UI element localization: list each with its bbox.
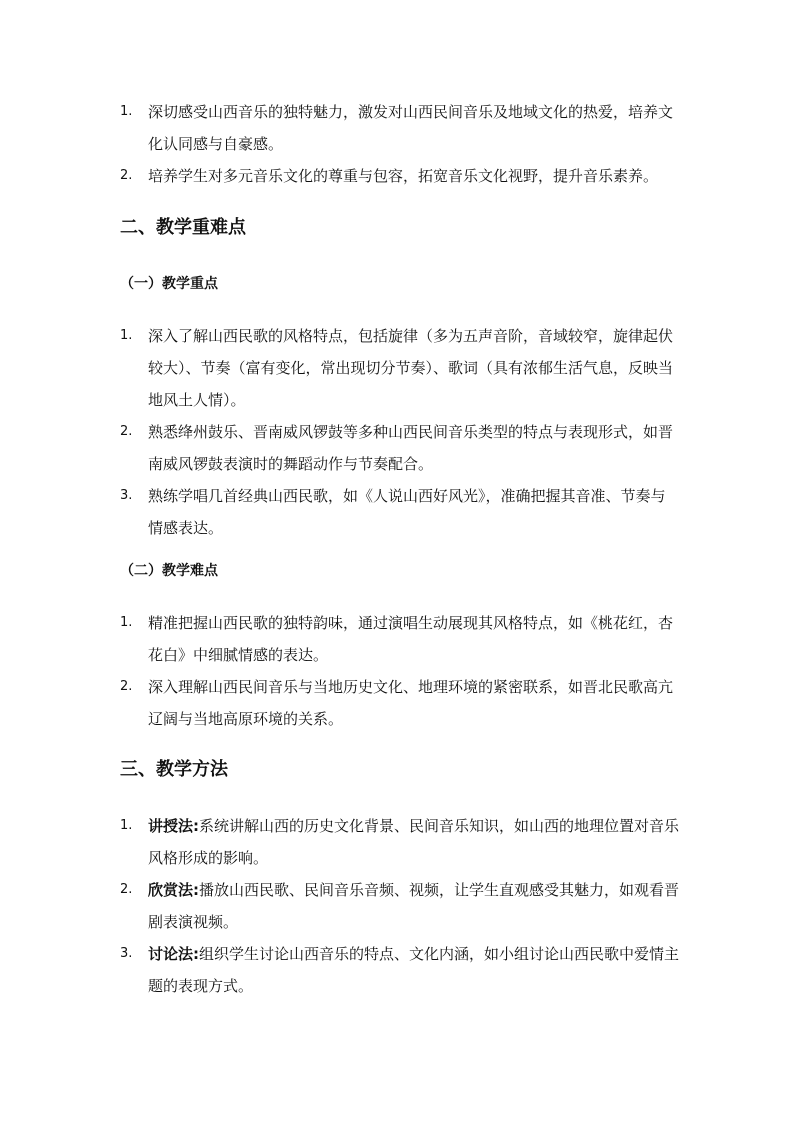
list-item	[120, 938, 680, 1002]
methods-list	[120, 810, 680, 1002]
list-number: 3.	[120, 946, 133, 961]
list-item-text: 系统讲解山西的历史文化背景、民间音乐知识，如山西的地理位置对音乐风格形成的影响。	[148, 817, 680, 867]
list-item-text: 培养学生对多元音乐文化的尊重与包容，拓宽音乐文化视野，提升音乐素养。	[148, 167, 659, 185]
list-item	[120, 480, 680, 544]
list-item	[120, 160, 680, 192]
list-number: 1.	[120, 104, 133, 119]
list-item	[120, 874, 680, 938]
method-term: 讲授法:	[148, 817, 199, 835]
subheading-key-points: （一）教学重点	[120, 276, 218, 292]
list-item	[120, 416, 680, 480]
heading-difficulties: 二、教学重难点	[120, 217, 246, 238]
list-number: 3.	[120, 488, 133, 503]
method-term: 讨论法:	[148, 945, 199, 963]
difficult-points-list	[120, 607, 680, 735]
list-item	[120, 96, 680, 160]
list-item-text: 播放山西民歌、民间音乐音频、视频，让学生直观感受其魅力，如观看晋剧表演视频。	[148, 881, 680, 931]
list-number: 2.	[120, 882, 133, 897]
list-item-text: 深切感受山西音乐的独特魅力，激发对山西民间音乐及地域文化的热爱，培养文化认同感与自豪感。	[148, 103, 674, 153]
key-points-list	[120, 320, 680, 544]
list-number: 1.	[120, 328, 133, 343]
list-number: 1.	[120, 615, 133, 630]
list-item-text: 组织学生讨论山西音乐的特点、文化内涵，如小组讨论山西民歌中爱情主题的表现方式。	[148, 945, 680, 995]
list-item-text: 熟练学唱几首经典山西民歌，如《人说山西好风光》，准确把握其音准、节奏与情感表达。	[148, 487, 666, 537]
list-item-text: 精准把握山西民歌的独特韵味，通过演唱生动展现其风格特点，如《桃花红，杏花白》中细腻情感的表达。	[148, 614, 674, 664]
list-number: 2.	[120, 679, 133, 694]
list-item	[120, 320, 680, 416]
list-number: 2.	[120, 168, 133, 183]
list-item-text: 深入理解山西民间音乐与当地历史文化、地理环境的紧密联系，如晋北民歌高亢辽阔与当地高原环境的关系。	[148, 678, 674, 728]
list-number: 2.	[120, 424, 133, 439]
list-item	[120, 607, 680, 671]
list-item	[120, 810, 680, 874]
list-number: 1.	[120, 818, 133, 833]
goals-list	[120, 96, 680, 192]
method-term: 欣赏法:	[148, 881, 199, 899]
list-item-text: 熟悉绛州鼓乐、晋南威风锣鼓等多种山西民间音乐类型的特点与表现形式，如晋南威风锣鼓表演时的舞蹈动作与节奏配合。	[148, 423, 674, 473]
list-item	[120, 671, 680, 735]
list-item-text: 深入了解山西民歌的风格特点，包括旋律（多为五声音阶，音域较窄，旋律起伏较大）、节奏（富有变化，常出现切分节奏）、歌词（具有浓郁生活气息，反映当地风土人情）。	[148, 327, 674, 409]
subheading-difficult-points: （二）教学难点	[120, 563, 218, 579]
heading-methods: 三、教学方法	[120, 759, 228, 780]
